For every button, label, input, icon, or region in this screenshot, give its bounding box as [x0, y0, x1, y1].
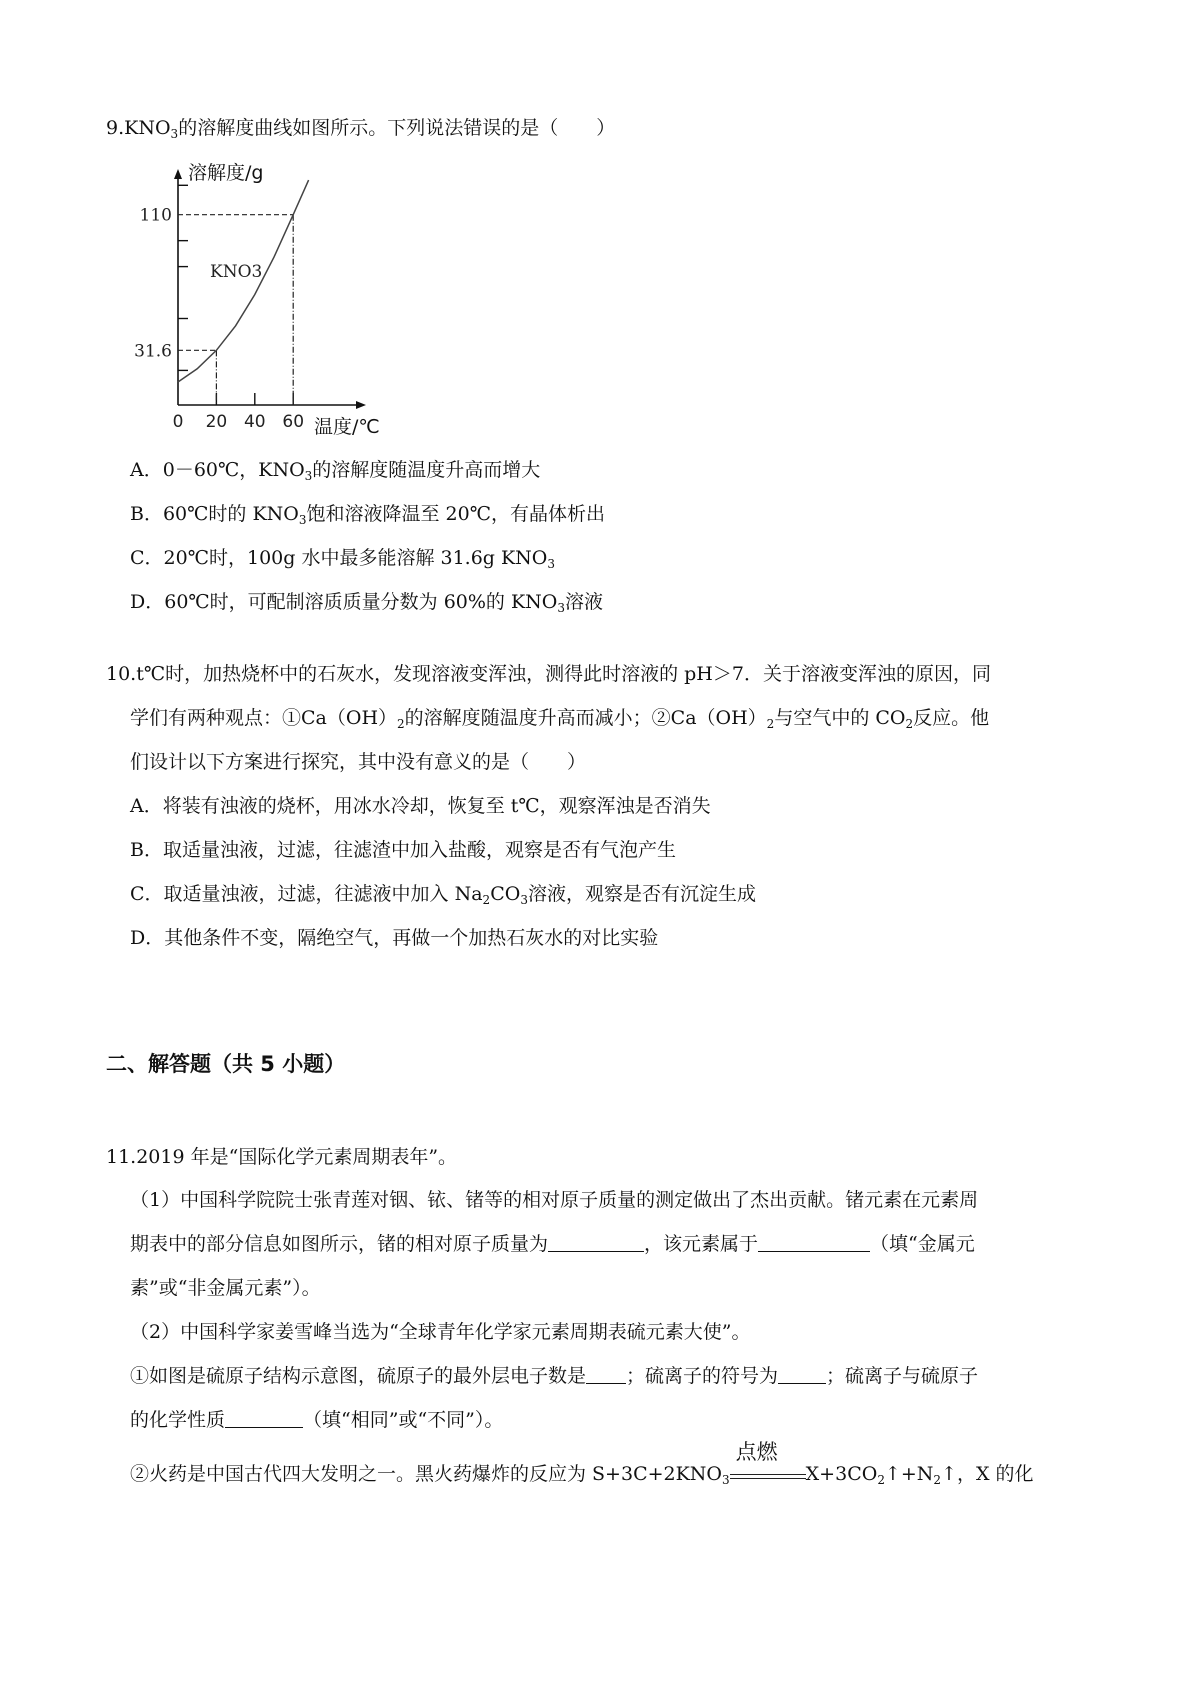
- q10-option-c[interactable]: [130, 882, 756, 912]
- answer-blank-element-type[interactable]: [758, 1233, 870, 1252]
- q9-option-d[interactable]: [130, 590, 603, 620]
- option-text: CO: [490, 883, 521, 905]
- q9-option-a[interactable]: [130, 458, 540, 488]
- x-axis-arrow-icon: [356, 401, 366, 409]
- q11-p1-line2: [130, 1232, 975, 1256]
- y-tick-label: 110: [139, 205, 172, 226]
- option-text: 20℃时，100g 水中最多能溶解 31.6g KNO: [163, 547, 548, 569]
- option-text: 取适量浊液，过滤，往滤渣中加入盐酸，观察是否有气泡产生: [162, 839, 676, 861]
- option-text: 60℃时，可配制溶质质量分数为 60%的 KNO: [164, 591, 558, 613]
- q11-stem: 11.2019 年是“国际化学元素周期表年”。: [106, 1146, 458, 1168]
- option-subscript: 3: [304, 469, 313, 483]
- option-label: D．: [130, 591, 165, 613]
- option-text: 其他条件不变，隔绝空气，再做一个加热石灰水的对比实验: [164, 927, 659, 949]
- q10-text: 反应。他: [913, 707, 990, 729]
- q11-p2-line3: [130, 1408, 503, 1432]
- q11-p1-line3: 素”或“非金属元素”）。: [130, 1277, 321, 1299]
- option-subscript: 2: [482, 893, 491, 907]
- option-text: 取适量浊液，过滤，往滤液中加入 Na: [163, 883, 483, 905]
- option-subscript: 3: [298, 513, 307, 527]
- q11-text: 的化学性质: [130, 1409, 226, 1431]
- equals-line: [730, 1478, 806, 1479]
- y-axis-arrow-icon: [174, 169, 182, 179]
- q11-text: （填“相同”或“不同”）。: [303, 1409, 504, 1431]
- reaction-condition: 点燃: [735, 1440, 778, 1464]
- q11-sub: 2: [933, 1473, 942, 1487]
- q9-stem-sub: 3: [170, 127, 179, 141]
- y-axis-label: 溶解度/g: [188, 162, 264, 184]
- option-text: 溶液: [565, 591, 604, 613]
- q11-p1-line1: （1）中国科学院院士张青莲对铟、铱、锗等的相对原子质量的测定做出了杰出贡献。锗元素在元素周: [130, 1189, 979, 1211]
- option-label: A．: [130, 795, 163, 817]
- q10-sub: 2: [905, 717, 914, 731]
- q10-line3: 们设计以下方案进行探究，其中没有意义的是（ ）: [130, 751, 587, 773]
- q11-text: （填“金属元: [870, 1233, 975, 1255]
- curve-label: KNO3: [210, 262, 263, 282]
- q10-option-b[interactable]: [130, 838, 676, 868]
- q9-option-c[interactable]: [130, 546, 555, 576]
- q11-p2-line1: （2）中国科学家姜雪峰当选为“全球青年化学家元素周期表硫元素大使”。: [130, 1321, 751, 1343]
- q11-text: X+3CO: [805, 1463, 878, 1485]
- x-axis-label: 温度/℃: [314, 416, 380, 438]
- q10-text: 学们有两种观点：①Ca（OH）: [130, 707, 398, 729]
- q11-text: ；硫离子的符号为: [626, 1365, 779, 1387]
- q11-p2-line2: [130, 1364, 978, 1388]
- answer-blank-ion-symbol[interactable]: [778, 1365, 826, 1384]
- option-text: 的溶解度随温度升高而增大: [312, 459, 541, 481]
- equals-line: [730, 1474, 806, 1475]
- option-label: C．: [130, 547, 164, 569]
- option-label: C．: [130, 883, 164, 905]
- option-text: 将装有浊液的烧杯，用冰水冷却，恢复至 t℃，观察浑浊是否消失: [162, 795, 711, 817]
- q10-line2: [130, 706, 989, 736]
- option-subscript: 3: [557, 601, 566, 615]
- q10-sub: 2: [766, 717, 775, 731]
- option-label: B．: [130, 503, 163, 525]
- y-tick-label: 31.6: [134, 341, 172, 362]
- option-text: 0－60℃，KNO: [162, 459, 305, 481]
- q10-line1: 10.t℃时，加热烧杯中的石灰水，发现溶液变浑浊，测得此时溶液的 pH＞7．关于溶液变浑浊的原因，同: [106, 663, 991, 685]
- option-text: 饱和溶液降温至 20℃，有晶体析出: [306, 503, 605, 525]
- option-text: 60℃时的 KNO: [162, 503, 299, 525]
- q11-text: ，该元素属于: [644, 1233, 759, 1255]
- q9-option-b[interactable]: [130, 502, 605, 532]
- q11-text: ↑+N: [884, 1463, 934, 1485]
- q11-text: ①如图是硫原子结构示意图，硫原子的最外层电子数是: [130, 1365, 587, 1387]
- answer-blank-atomic-mass[interactable]: [548, 1233, 644, 1252]
- option-subscript: 3: [547, 557, 556, 571]
- q9-number: 9.: [106, 117, 125, 139]
- x-tick-label: 20: [205, 412, 228, 432]
- q10-option-a[interactable]: [130, 794, 711, 824]
- q11-text: ②火药是中国古代四大发明之一。黑火药爆炸的反应为 S+3C+2KNO: [130, 1463, 723, 1485]
- option-label: A．: [130, 459, 163, 481]
- solubility-chart: [130, 162, 380, 445]
- option-text: 溶液，观察是否有沉淀生成: [527, 883, 756, 905]
- q11-sub: 3: [722, 1473, 730, 1487]
- reaction-condition-arrow: [730, 1440, 806, 1492]
- q11-sub: 2: [877, 1473, 885, 1487]
- option-label: D．: [130, 927, 165, 949]
- q10-sub: 2: [397, 717, 405, 731]
- x-tick-label: 40: [243, 412, 266, 432]
- answer-blank-outer-electrons[interactable]: [586, 1365, 626, 1384]
- q10-option-d[interactable]: [130, 926, 658, 956]
- q9-stem-text: KNO: [124, 117, 171, 139]
- option-label: B．: [130, 839, 163, 861]
- q10-text: 与空气中的 CO: [774, 707, 906, 729]
- q11-p3-line: [130, 1440, 1034, 1492]
- x-tick-label: 0: [172, 412, 184, 432]
- q9-stem: [106, 116, 615, 146]
- q9-stem-tail: 的溶解度曲线如图所示。下列说法错误的是（ ）: [178, 117, 616, 139]
- q10-text: 的溶解度随温度升高而减小；②Ca（OH）: [404, 707, 767, 729]
- x-tick-label: 60: [282, 412, 305, 432]
- option-subscript: 3: [520, 893, 528, 907]
- q11-text: ；硫离子与硫原子: [826, 1365, 979, 1387]
- q11-text: 期表中的部分信息如图所示，锗的相对原子质量为: [130, 1233, 549, 1255]
- answer-blank-chemical-property[interactable]: [225, 1409, 303, 1428]
- section-title: 二、解答题（共 5 小题）: [106, 1052, 346, 1076]
- q11-text: ↑，X 的化: [941, 1463, 1034, 1485]
